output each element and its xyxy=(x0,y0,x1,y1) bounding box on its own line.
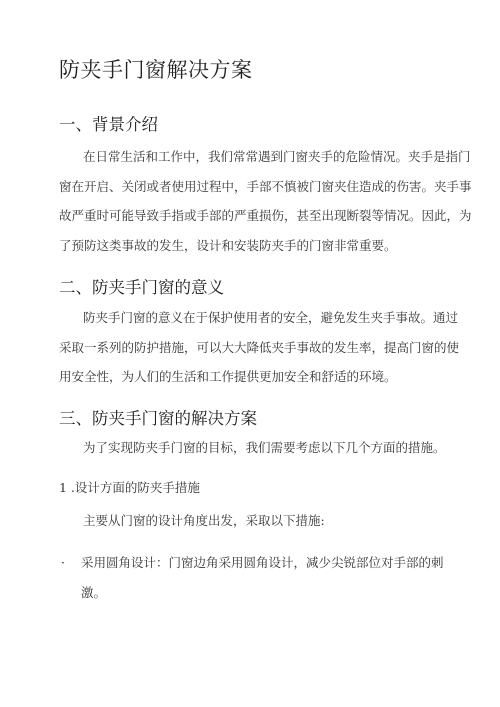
section-paragraph-background xyxy=(59,142,472,260)
section-heading-background: 一、背景介绍 xyxy=(59,115,158,134)
paragraph-line: 在日常生活和工作中，我们常常遇到门窗夹手的危险情况。夹手是指门 xyxy=(83,149,471,164)
section-paragraph-solution xyxy=(59,433,445,463)
bullet-line: 激。 xyxy=(81,585,107,600)
paragraph-line: 为了实现防夹手门窗的目标，我们需要考虑以下几个方面的措施。 xyxy=(83,440,446,455)
paragraph-line: 故严重时可能导致手指或手部的严重损伤，甚至出现断裂等情况。因此，为 xyxy=(59,208,472,223)
paragraph-line: 采取一系列的防护措施，可以大大降低夹手事故的发生率，提高门窗的使 xyxy=(59,339,460,355)
paragraph-line: 防夹手门窗的意义在于保护使用者的安全，避免发生夹手事故。通过 xyxy=(83,310,459,325)
paragraph-line: 了预防这类事故的发生，设计和安装防夹手的门窗非常重要。 xyxy=(59,237,397,253)
bullet-marker: · xyxy=(61,555,65,570)
section-heading-significance: 二、防夹手门窗的意义 xyxy=(59,278,224,297)
bullet-text xyxy=(59,548,449,608)
subsection-heading-design: 1 .设计方面的防夹手措施 xyxy=(59,480,200,495)
section-heading-solution: 三、防夹手门窗的解决方案 xyxy=(59,409,257,428)
bullet-item-rounded-corners xyxy=(59,548,449,608)
subsection-intro xyxy=(59,506,445,536)
paragraph-line: 窗在开启、关闭或者使用过程中，手部不慎被门窗夹住造成的伤害。夹手事 xyxy=(59,178,472,194)
section-paragraph-significance xyxy=(59,303,460,392)
paragraph-line: 用安全性，为人们的生活和工作提供更加安全和舒适的环境。 xyxy=(59,369,397,384)
bullet-line: 采用圆角设计：门窗边角采用圆角设计，减少尖锐部位对手部的刺 xyxy=(81,555,444,570)
paragraph-line: 主要从门窗的设计角度出发，采取以下措施: xyxy=(83,513,325,528)
document-title: 防夹手门窗解决方案 xyxy=(59,58,253,82)
